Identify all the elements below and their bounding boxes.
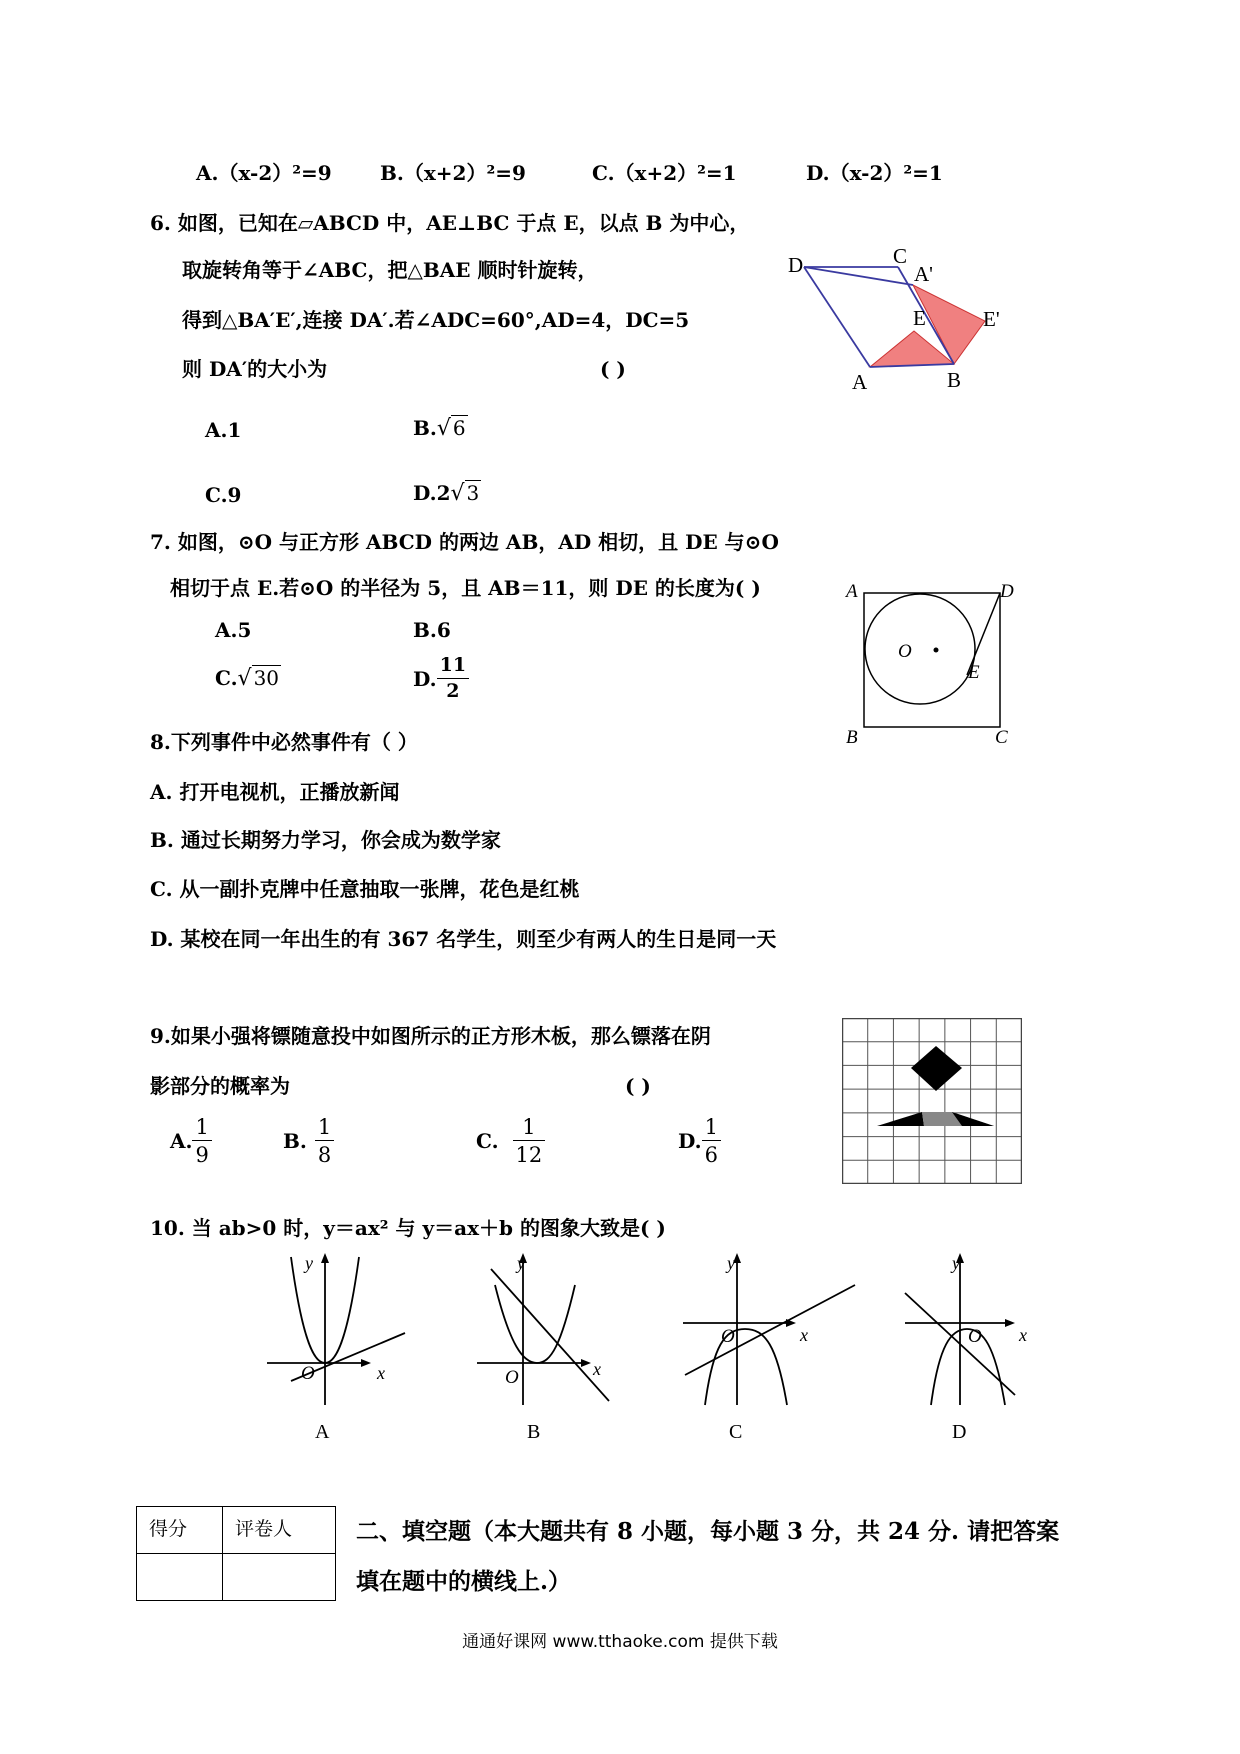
q8-option-b: B. 通过长期努力学习，你会成为数学家: [150, 828, 501, 852]
q6-stem-line2: 取旋转角等于∠ABC，把△BAE 顺时针旋转，: [182, 258, 598, 282]
q10-a-origin: O: [301, 1363, 315, 1384]
q5-option-a: A.（x-2）²=9: [196, 161, 332, 185]
q10-label-b: B: [527, 1421, 541, 1443]
q10-graph-a: [267, 1253, 405, 1443]
q10-graph-b: [477, 1253, 609, 1443]
q7-label-c: C: [995, 727, 1008, 748]
q7-option-c: C.√ 30: [215, 666, 280, 691]
q6-option-d: D.2√ 3: [413, 481, 480, 506]
q10-c-y-label: y: [727, 1253, 735, 1273]
q9-stem-line2: 影部分的概率为: [150, 1074, 290, 1098]
q6-label-a-prime: A': [914, 262, 933, 286]
q7-label-b: B: [846, 727, 858, 748]
q6-label-d: D: [788, 253, 804, 277]
q10-d-y-label: y: [952, 1253, 960, 1273]
q10-a-x-label: x: [377, 1363, 385, 1383]
q10-label-a: A: [315, 1421, 330, 1443]
q8-option-c: C. 从一副扑克牌中任意抽取一张牌，花色是红桃: [150, 877, 580, 901]
q8-option-a: A. 打开电视机，正播放新闻: [150, 780, 400, 804]
q7-option-b: B.6: [413, 618, 451, 642]
q10-c-origin: O: [721, 1326, 735, 1347]
q7-label-o: O: [898, 641, 912, 662]
q7-option-d: D. $\frac{11}{2}$: [413, 656, 469, 702]
q10-d-x-label: x: [1019, 1325, 1027, 1345]
q7-option-a: A.5: [215, 618, 252, 642]
q10-label-d: D: [952, 1421, 967, 1443]
q7-label-e: E: [968, 662, 980, 683]
q9-option-b: B. $\frac{1}{8}$: [283, 1116, 334, 1166]
score-table-header-grader: [222, 1506, 336, 1554]
q9-answer-paren: ( ): [625, 1074, 651, 1098]
q6-answer-paren: ( ): [600, 357, 626, 381]
q6-label-e-prime: E': [983, 307, 1000, 331]
q10-stem: 10. 当 ab>0 时，y＝ax² 与 y＝ax＋b 的图象大致是( ): [150, 1216, 666, 1240]
score-input-cell[interactable]: [136, 1553, 223, 1601]
q9-option-a: A. $\frac{1}{9}$: [170, 1116, 212, 1166]
q6-option-a: A.1: [205, 418, 242, 442]
q6-label-c: C: [893, 244, 908, 268]
q7-circle: [865, 594, 975, 704]
score-table-header-score: [136, 1506, 223, 1554]
q8-option-d: D. 某校在同一年出生的有 367 名学生，则至少有两人的生日是同一天: [150, 927, 777, 951]
q9-option-c: C. $\frac{1}{12}$: [476, 1116, 545, 1166]
q6-label-e: E: [913, 306, 926, 330]
q7-label-d: D: [1000, 581, 1014, 602]
q10-label-c: C: [729, 1421, 743, 1443]
q9-dartboard-figure: [842, 1018, 1022, 1184]
q10-b-origin: O: [505, 1367, 519, 1388]
section2-heading-line1: 二、填空题（本大题共有 8 小题，每小题 3 分，共 24 分. 请把答案: [356, 1518, 1060, 1545]
q7-square-circle-figure: [840, 575, 1020, 755]
q6-parallelogram-figure: [780, 240, 1020, 400]
score-label: 得分: [149, 1518, 188, 1540]
q5-option-c: C.（x+2）²=1: [592, 161, 737, 185]
q6-label-a: A: [852, 370, 868, 394]
q10-d-origin: O: [968, 1326, 982, 1347]
q9-option-d: D. $\frac{1}{6}$: [678, 1116, 721, 1166]
q6-label-b: B: [947, 368, 962, 392]
q6-stem-line4: 则 DA′的大小为: [182, 357, 328, 381]
q10-a-y-label: y: [305, 1253, 313, 1273]
q6-option-b: B.√ 6: [413, 416, 466, 441]
grader-label: 评卷人: [235, 1518, 293, 1540]
q10-c-x-label: x: [800, 1325, 808, 1345]
q10-graph-options: [255, 1245, 1055, 1445]
footer-source: 通通好课网 www.tthaoke.com 提供下载: [462, 1632, 778, 1652]
q5-option-d: D.（x-2）²=1: [806, 161, 943, 185]
q7-stem-line2: 相切于点 E.若⊙O 的半径为 5，且 AB＝11，则 DE 的长度为( ): [170, 576, 761, 600]
q9-stem-line1: 9.如果小强将镖随意投中如图所示的正方形木板，那么镖落在阴: [150, 1024, 711, 1048]
q6-stem-line1: 6. 如图，已知在▱ABCD 中，AE⊥BC 于点 E，以点 B 为中心，: [150, 211, 750, 235]
q8-stem: 8.下列事件中必然事件有（ ）: [150, 730, 418, 754]
q9-shaded-triangle-black: [877, 1112, 924, 1126]
q5-option-b: B.（x+2）²=9: [380, 161, 526, 185]
q6-stem-line3: 得到△BA′E′,连接 DA′.若∠ADC=60°,AD=4，DC=5: [182, 308, 690, 332]
section2-heading-line2: 填在题中的横线上.）: [356, 1568, 572, 1595]
q10-b-y-label: y: [517, 1253, 525, 1273]
q10-b-x-label: x: [593, 1359, 601, 1379]
q6-option-c: C.9: [205, 483, 242, 507]
q10-graph-d: [905, 1253, 1027, 1443]
q7-square: [864, 593, 1000, 727]
q7-label-a: A: [846, 581, 858, 602]
q10-graph-c: [683, 1253, 855, 1443]
q7-stem-line1: 7. 如图，⊙O 与正方形 ABCD 的两边 AB，AD 相切，且 DE 与⊙O: [150, 530, 779, 554]
grader-input-cell[interactable]: [222, 1553, 336, 1601]
score-table: [136, 1506, 336, 1602]
